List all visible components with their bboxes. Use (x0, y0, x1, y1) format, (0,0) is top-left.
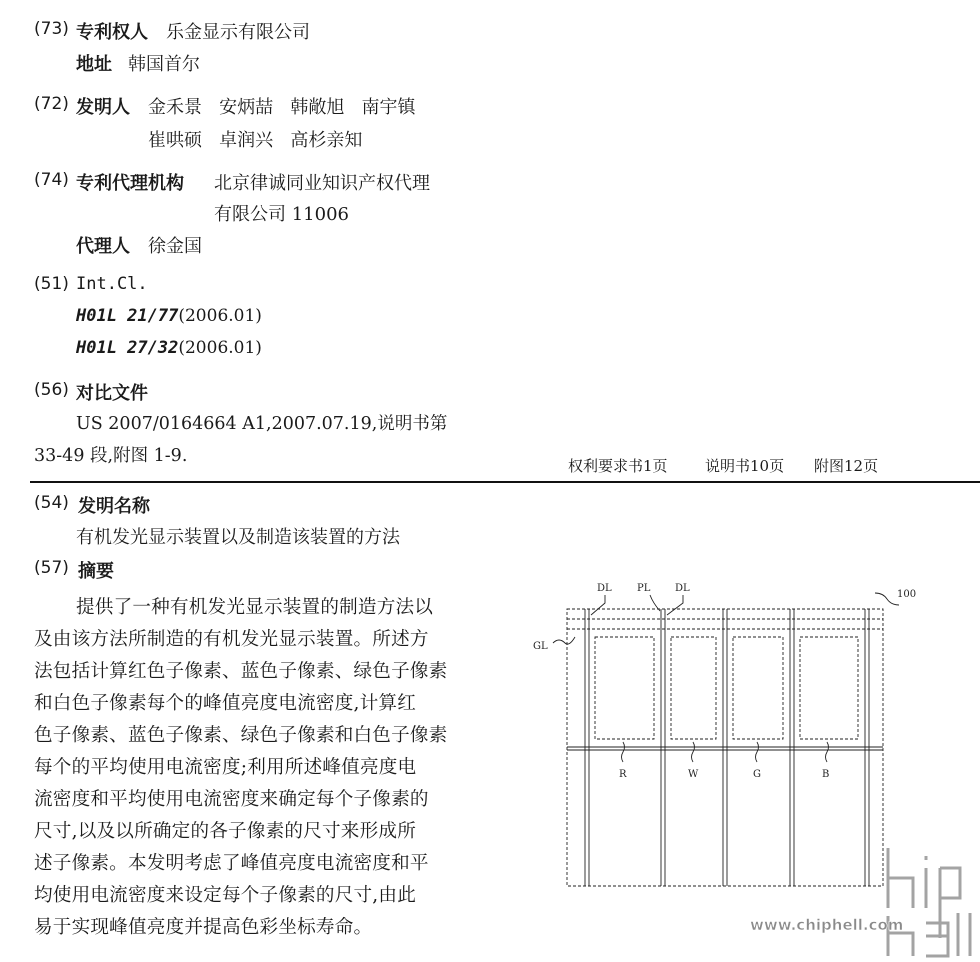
patentee-value: 乐金显示有限公司 (166, 22, 310, 43)
ipc-date: (2006.01) (178, 306, 262, 326)
field-56-label: 对比文件 (76, 383, 148, 404)
watermark (748, 838, 978, 962)
agent-value: 徐金国 (148, 236, 202, 257)
abstract-line: 流密度和平均使用电流密度来确定每个子像素的 (34, 789, 429, 810)
field-54-code: (54) (34, 493, 69, 513)
invention-title: 有机发光显示装置以及制造该装置的方法 (76, 527, 400, 548)
field-73-label: 专利权人 (76, 22, 148, 43)
subpixel-r-area (595, 637, 654, 739)
agent-label: 代理人 (76, 236, 130, 257)
ipc-entry (76, 338, 262, 358)
abstract-line: 提供了一种有机发光显示装置的制造方法以 (76, 597, 434, 618)
abstract-line: 述子像素。本发明考虑了峰值亮度电流密度和平 (34, 853, 429, 874)
subpixel-w-area (671, 637, 716, 739)
leader-r (622, 742, 625, 762)
abstract-line: 均使用电流密度来设定每个子像素的尺寸,由此 (34, 885, 416, 906)
abstract-line: 易于实现峰值亮度并提高色彩坐标寿命。 (34, 917, 373, 938)
agency-line-1: 北京律诚同业知识产权代理 (214, 173, 430, 194)
watermark-url: www.chiphell.com (750, 916, 904, 934)
field-56-code: (56) (34, 380, 69, 400)
watermark-logo (748, 838, 978, 958)
inventors-line-1: 金禾景 安炳喆 韩敞旭 南宇镇 (148, 97, 416, 118)
claims-pages: 权利要求书1页 (568, 457, 668, 475)
leader-b (826, 742, 829, 762)
field-57-label: 摘要 (78, 561, 114, 582)
citation-line-1: US 2007/0164664 A1,2007.07.19,说明书第 (76, 414, 448, 434)
field-51-label: Int.Cl. (76, 274, 148, 294)
drawings-pages: 附图12页 (814, 457, 879, 475)
abstract-line: 法包括计算红色子像素、蓝色子像素、绿色子像素 (34, 661, 448, 682)
ipc-date: (2006.01) (178, 338, 262, 358)
citation-line-2: 33-49 段,附图 1-9. (34, 446, 188, 466)
leader-dl-right (667, 595, 683, 615)
ipc-entry (76, 306, 262, 326)
label-subpixel-b: B (822, 769, 830, 780)
label-subpixel-w: W (688, 769, 699, 780)
subpixel-b-area (800, 637, 858, 739)
field-57-code: (57) (34, 558, 69, 578)
agency-line-2: 有限公司 11006 (214, 204, 349, 225)
field-51-code: (51) (34, 274, 69, 294)
leader-g (756, 742, 759, 762)
subpixel-g-area (733, 637, 783, 739)
field-74-label: 专利代理机构 (76, 173, 184, 194)
section-divider (30, 481, 980, 483)
abstract-line: 及由该方法所制造的有机发光显示装置。所述方 (34, 629, 429, 650)
field-54-label: 发明名称 (78, 496, 150, 517)
ipc-code: H01L 21/77 (76, 306, 179, 326)
field-72-code: (72) (34, 94, 69, 114)
abstract-line: 和白色子像素每个的峰值亮度电流密度,计算红 (34, 693, 416, 714)
ipc-code: H01L 27/32 (76, 338, 179, 358)
leader-gl (553, 637, 575, 644)
abstract-line: 尺寸,以及以所确定的各子像素的尺寸来形成所 (34, 821, 416, 842)
abstract-line: 每个的平均使用电流密度;利用所述峰值亮度电 (34, 757, 417, 778)
leader-w (692, 742, 695, 762)
label-subpixel-r: R (619, 769, 627, 780)
address-value: 韩国首尔 (128, 54, 200, 75)
label-dl-right: DL (675, 583, 690, 594)
field-73-code: (73) (34, 19, 69, 39)
description-pages: 说明书10页 (705, 457, 785, 475)
label-pl: PL (637, 583, 651, 594)
label-subpixel-g: G (753, 769, 761, 780)
leader-dl-left (591, 595, 605, 615)
label-dl-left: DL (597, 583, 612, 594)
field-72-label: 发明人 (76, 97, 130, 118)
label-gl: GL (533, 641, 548, 652)
abstract-line: 色子像素、蓝色子像素、绿色子像素和白色子像素 (34, 725, 448, 746)
address-label: 地址 (76, 54, 112, 75)
field-74-code: (74) (34, 170, 69, 190)
label-ref-100: 100 (897, 589, 917, 600)
leader-ref (875, 593, 899, 605)
inventors-line-2: 崔哄硕 卓润兴 高杉亲知 (148, 130, 363, 151)
